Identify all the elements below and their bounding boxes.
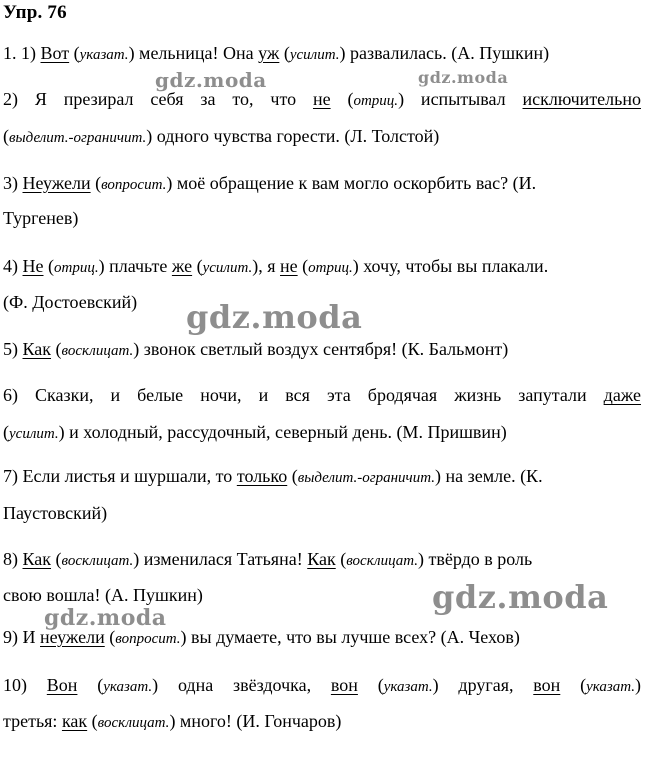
text-fragment: ) изменилася Татьяна! bbox=[133, 549, 308, 569]
particle-word: Неужели bbox=[22, 173, 91, 193]
particle-word: Вон bbox=[46, 675, 78, 695]
text-fragment: ( bbox=[87, 711, 98, 731]
sentence-line bbox=[3, 291, 137, 313]
sentence-line bbox=[3, 255, 548, 279]
text-fragment: 8) bbox=[3, 549, 23, 569]
sentence-line bbox=[3, 125, 439, 149]
text-fragment: ) хочу, чтобы вы плакали. bbox=[352, 256, 549, 276]
sentence-line bbox=[3, 88, 641, 112]
text-fragment: ( bbox=[51, 549, 62, 569]
text-fragment: 7) Если листья и шуршали, то bbox=[3, 466, 237, 486]
text-fragment: ( bbox=[357, 675, 384, 695]
text-fragment: ) bbox=[635, 675, 642, 695]
text-fragment: ) испытывал bbox=[398, 89, 523, 109]
text-fragment: ( bbox=[3, 422, 9, 442]
text-fragment: ) плачьте bbox=[98, 256, 172, 276]
particle-word: вон bbox=[533, 675, 561, 695]
particle-category: усилит. bbox=[202, 260, 253, 276]
text-fragment: ), я bbox=[252, 256, 281, 276]
text-fragment: ) другая, bbox=[432, 675, 534, 695]
watermark: gdz.moda bbox=[432, 578, 609, 616]
text-fragment: Паустовский) bbox=[3, 503, 108, 523]
text-fragment: Тургенев) bbox=[3, 208, 79, 228]
text-fragment: ( bbox=[51, 339, 62, 359]
particle-word: Как bbox=[307, 549, 336, 569]
text-fragment: (Ф. Достоевский) bbox=[3, 292, 138, 312]
text-fragment: ) одного чувства горести. (Л. Толстой) bbox=[146, 126, 440, 146]
particle-word: Вот bbox=[40, 43, 70, 63]
sentence-line bbox=[3, 421, 507, 445]
text-fragment: 3) bbox=[3, 173, 23, 193]
text-fragment: ( bbox=[77, 675, 104, 695]
particle-word: вон bbox=[330, 675, 358, 695]
text-fragment: ( bbox=[287, 466, 298, 486]
particle-word: же bbox=[171, 256, 193, 276]
particle-category: указат. bbox=[103, 679, 153, 695]
sentence-line bbox=[3, 674, 641, 698]
text-fragment: ( bbox=[330, 89, 354, 109]
sentence-line bbox=[3, 710, 341, 734]
watermark: gdz.moda bbox=[418, 68, 509, 87]
sentence-line bbox=[3, 207, 78, 229]
sentence-line bbox=[3, 502, 107, 524]
particle-category: усилит. bbox=[289, 47, 340, 63]
text-fragment: ( bbox=[90, 173, 102, 193]
sentence-line bbox=[3, 584, 203, 606]
text-fragment: ) звонок светлый воздух сентября! (К. Бальмонт) bbox=[133, 339, 509, 359]
text-fragment: 10) bbox=[3, 675, 47, 695]
particle-category: отриц. bbox=[54, 260, 99, 276]
text-fragment: ) и холодный, рассудочный, северный день. (М. Пришвин) bbox=[58, 422, 507, 442]
particle-category: указат. bbox=[586, 679, 636, 695]
watermark: gdz.moda bbox=[44, 605, 167, 631]
particle-word: как bbox=[61, 711, 88, 731]
text-fragment: ( bbox=[560, 675, 587, 695]
particle-word: неужели bbox=[40, 627, 105, 647]
particle-category: вопросит. bbox=[101, 177, 167, 193]
particle-category: указат. bbox=[383, 679, 433, 695]
particle-word: не bbox=[312, 89, 331, 109]
text-fragment: ( bbox=[69, 43, 80, 63]
text-fragment: свою вошла! (А. Пушкин) bbox=[3, 585, 203, 605]
text-fragment: ) на земле. (К. bbox=[434, 466, 543, 486]
text-fragment: 6) Сказки, и белые ночи, и вся эта бродячая жизнь запутали bbox=[3, 385, 604, 405]
particle-category: восклицат. bbox=[97, 715, 170, 731]
watermark: gdz.moda bbox=[155, 68, 267, 92]
text-fragment: ) развалилась. (А. Пушкин) bbox=[339, 43, 550, 63]
text-fragment: ( bbox=[3, 126, 9, 146]
particle-category: восклицат. bbox=[61, 343, 134, 359]
particle-category: восклицат. bbox=[346, 553, 419, 569]
particle-category: восклицат. bbox=[61, 553, 134, 569]
particle-category: выделит.-ограничит. bbox=[297, 470, 435, 486]
text-fragment: ) твёрдо в роль bbox=[418, 549, 533, 569]
text-fragment: 1. 1) bbox=[3, 43, 41, 63]
text-fragment: ( bbox=[104, 627, 116, 647]
particle-word: Как bbox=[22, 549, 52, 569]
text-fragment: ) моё обращение к вам могло оскорбить вас? (И. bbox=[166, 173, 537, 193]
sentence-line bbox=[3, 626, 520, 650]
text-fragment: ) вы думаете, что вы лучше всех? (А. Чехов) bbox=[180, 627, 520, 647]
particle-category: указат. bbox=[79, 47, 129, 63]
text-fragment: ( bbox=[335, 549, 347, 569]
sentence-line bbox=[3, 548, 532, 572]
text-fragment: третья: bbox=[3, 711, 62, 731]
text-fragment: 2) Я презирал себя за то, что bbox=[3, 89, 313, 109]
particle-word: Не bbox=[22, 256, 44, 276]
text-fragment: ) мельница! Она bbox=[128, 43, 259, 63]
text-fragment: ( bbox=[297, 256, 309, 276]
text-fragment: 9) И bbox=[3, 627, 40, 647]
sentence-line bbox=[3, 465, 543, 489]
exercise-title: Упр. 76 bbox=[3, 2, 67, 23]
particle-category: отриц. bbox=[353, 93, 399, 109]
text-fragment: ( bbox=[43, 256, 54, 276]
particle-word: уж bbox=[258, 43, 280, 63]
particle-category: выделит.-ограничит. bbox=[9, 130, 147, 146]
sentence-line bbox=[3, 338, 508, 362]
text-fragment: 5) bbox=[3, 339, 23, 359]
sentence-line bbox=[3, 384, 641, 406]
sentence-line bbox=[3, 172, 536, 196]
text-fragment: ( bbox=[279, 43, 290, 63]
particle-category: усилит. bbox=[9, 426, 59, 442]
text-fragment: ) много! (И. Гончаров) bbox=[169, 711, 342, 731]
text-fragment: ) одна звёздочка, bbox=[152, 675, 331, 695]
particle-word: Как bbox=[22, 339, 52, 359]
text-fragment: ( bbox=[192, 256, 203, 276]
sentence-line bbox=[3, 42, 549, 66]
text-fragment: 4) bbox=[3, 256, 23, 276]
particle-word: только bbox=[236, 466, 288, 486]
particle-category: вопросит. bbox=[115, 631, 181, 647]
particle-category: отриц. bbox=[308, 260, 353, 276]
watermark: gdz.moda bbox=[186, 298, 363, 336]
particle-word: даже bbox=[603, 385, 641, 405]
particle-word: не bbox=[280, 256, 298, 276]
particle-word: исключительно bbox=[522, 89, 641, 109]
